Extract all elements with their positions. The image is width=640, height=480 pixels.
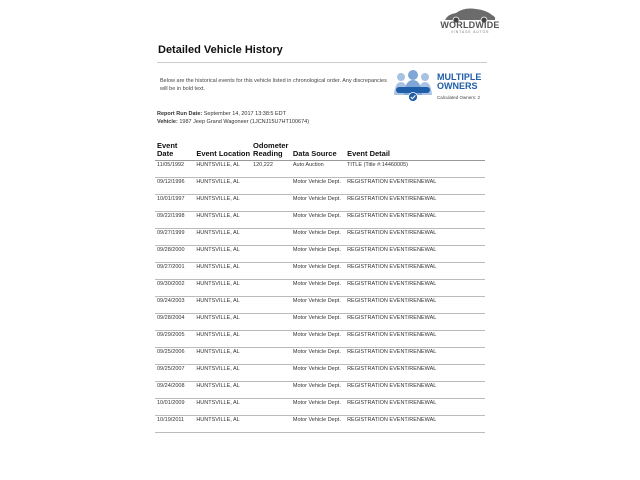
cell-event-date: 09/27/2001 (155, 263, 194, 280)
calculated-owners: Calculated Owners: 2 (437, 95, 481, 100)
history-rows (155, 161, 485, 433)
cell-event-location: HUNTSVILLE, AL (194, 212, 251, 229)
vehicle-line: Vehicle: 1987 Jeep Grand Wagoneer (1JCNJ15U7HT100674) (157, 119, 310, 125)
table-row (155, 348, 485, 365)
table-row (155, 195, 485, 212)
cell-odometer (251, 297, 291, 314)
cell-event-location: HUNTSVILLE, AL (194, 178, 251, 195)
cell-data-source: Motor Vehicle Dept. (291, 280, 345, 297)
cell-data-source: Auto Auction (291, 161, 345, 178)
header-odometer: Odometer Reading (251, 138, 291, 161)
cell-odometer (251, 382, 291, 399)
cell-event-location: HUNTSVILLE, AL (194, 399, 251, 416)
cell-event-date: 09/22/1998 (155, 212, 194, 229)
header-event-detail: Event Detail (345, 138, 485, 161)
report-meta (157, 110, 309, 126)
table-row (155, 280, 485, 297)
header-data-source: Data Source (291, 138, 345, 161)
cell-event-detail: TITLE (Title #:14460005) (345, 161, 485, 178)
cell-data-source: Motor Vehicle Dept. (291, 246, 345, 263)
cell-odometer (251, 416, 291, 433)
cell-event-date: 11/05/1992 (155, 161, 194, 178)
cell-odometer (251, 212, 291, 229)
table-row (155, 161, 485, 178)
table-row (155, 229, 485, 246)
cell-data-source: Motor Vehicle Dept. (291, 365, 345, 382)
cell-odometer (251, 229, 291, 246)
cell-odometer (251, 178, 291, 195)
cell-event-location: HUNTSVILLE, AL (194, 416, 251, 433)
table-row (155, 297, 485, 314)
table-row (155, 416, 485, 433)
cell-event-date: 09/27/1999 (155, 229, 194, 246)
logo-subtitle: VINTAGE AUTOS (450, 30, 490, 34)
cell-event-location: HUNTSVILLE, AL (194, 246, 251, 263)
cell-event-location: HUNTSVILLE, AL (194, 382, 251, 399)
cell-event-detail: REGISTRATION EVENT/RENEWAL (345, 416, 485, 433)
cell-odometer (251, 246, 291, 263)
title-divider (157, 62, 487, 63)
cell-data-source: Motor Vehicle Dept. (291, 382, 345, 399)
cell-event-location: HUNTSVILLE, AL (194, 161, 251, 178)
cell-event-location: HUNTSVILLE, AL (194, 195, 251, 212)
cell-data-source: Motor Vehicle Dept. (291, 263, 345, 280)
cell-data-source: Motor Vehicle Dept. (291, 416, 345, 433)
cell-event-detail: REGISTRATION EVENT/RENEWAL (345, 280, 485, 297)
cell-data-source: Motor Vehicle Dept. (291, 195, 345, 212)
table-row (155, 212, 485, 229)
cell-event-detail: REGISTRATION EVENT/RENEWAL (345, 212, 485, 229)
cell-event-location: HUNTSVILLE, AL (194, 229, 251, 246)
cell-event-detail: REGISTRATION EVENT/RENEWAL (345, 297, 485, 314)
cell-data-source: Motor Vehicle Dept. (291, 178, 345, 195)
cell-event-date: 09/28/2000 (155, 246, 194, 263)
table-header-row (155, 138, 485, 161)
logo-wordmark: WORLDWIDE (440, 20, 500, 30)
cell-odometer (251, 399, 291, 416)
cell-event-location: HUNTSVILLE, AL (194, 297, 251, 314)
cell-data-source: Motor Vehicle Dept. (291, 212, 345, 229)
cell-event-date: 09/25/2007 (155, 365, 194, 382)
cell-odometer (251, 314, 291, 331)
multiple-owners-badge (391, 69, 491, 105)
cell-event-date: 10/01/1997 (155, 195, 194, 212)
cell-event-detail: REGISTRATION EVENT/RENEWAL (345, 382, 485, 399)
checkmark-icon (409, 93, 418, 102)
cell-event-date: 09/28/2004 (155, 314, 194, 331)
cell-event-location: HUNTSVILLE, AL (194, 348, 251, 365)
report-title: Detailed Vehicle History (158, 44, 283, 56)
cell-event-location: HUNTSVILLE, AL (194, 365, 251, 382)
cell-odometer (251, 280, 291, 297)
cell-odometer (251, 348, 291, 365)
cell-event-detail: REGISTRATION EVENT/RENEWAL (345, 399, 485, 416)
cell-event-location: HUNTSVILLE, AL (194, 314, 251, 331)
cell-odometer (251, 331, 291, 348)
cell-data-source: Motor Vehicle Dept. (291, 348, 345, 365)
cell-event-detail: REGISTRATION EVENT/RENEWAL (345, 314, 485, 331)
owners-people-icon (391, 69, 435, 103)
cell-event-date: 09/24/2008 (155, 382, 194, 399)
vehicle-history-table (155, 138, 485, 433)
table-row (155, 365, 485, 382)
cell-event-detail: REGISTRATION EVENT/RENEWAL (345, 263, 485, 280)
cell-event-date: 09/24/2003 (155, 297, 194, 314)
cell-event-location: HUNTSVILLE, AL (194, 331, 251, 348)
company-logo (440, 6, 500, 46)
cell-data-source: Motor Vehicle Dept. (291, 229, 345, 246)
table-row (155, 399, 485, 416)
cell-event-detail: REGISTRATION EVENT/RENEWAL (345, 229, 485, 246)
header-event-date: Event Date (155, 138, 194, 161)
cell-event-date: 09/12/1996 (155, 178, 194, 195)
cell-data-source: Motor Vehicle Dept. (291, 331, 345, 348)
cell-data-source: Motor Vehicle Dept. (291, 297, 345, 314)
cell-event-detail: REGISTRATION EVENT/RENEWAL (345, 178, 485, 195)
cell-odometer (251, 263, 291, 280)
cell-event-date: 09/25/2006 (155, 348, 194, 365)
cell-event-detail: REGISTRATION EVENT/RENEWAL (345, 246, 485, 263)
table-row (155, 246, 485, 263)
cell-odometer (251, 195, 291, 212)
table-row (155, 178, 485, 195)
cell-data-source: Motor Vehicle Dept. (291, 314, 345, 331)
table-row (155, 382, 485, 399)
cell-event-date: 09/30/2002 (155, 280, 194, 297)
cell-odometer (251, 365, 291, 382)
cell-event-detail: REGISTRATION EVENT/RENEWAL (345, 195, 485, 212)
cell-event-detail: REGISTRATION EVENT/RENEWAL (345, 348, 485, 365)
report-intro: Below are the historical events for this vehicle listed in chronological order. Any discrepancies will be in bold text. (160, 78, 387, 92)
table-row (155, 263, 485, 280)
cell-event-location: HUNTSVILLE, AL (194, 280, 251, 297)
table-row (155, 331, 485, 348)
cell-data-source: Motor Vehicle Dept. (291, 399, 345, 416)
cell-event-detail: REGISTRATION EVENT/RENEWAL (345, 365, 485, 382)
cell-odometer: 120,222 (251, 161, 291, 178)
cell-event-date: 10/01/2009 (155, 399, 194, 416)
header-event-location: Event Location (194, 138, 251, 161)
cell-event-detail: REGISTRATION EVENT/RENEWAL (345, 331, 485, 348)
cell-event-date: 09/29/2005 (155, 331, 194, 348)
run-date-line: Report Run Date: September 14, 2017 13:38:5 EDT (157, 111, 287, 117)
cell-event-location: HUNTSVILLE, AL (194, 263, 251, 280)
cell-event-date: 10/19/2011 (155, 416, 194, 433)
table-row (155, 314, 485, 331)
badge-heading: MULTIPLE OWNERS (437, 72, 482, 91)
